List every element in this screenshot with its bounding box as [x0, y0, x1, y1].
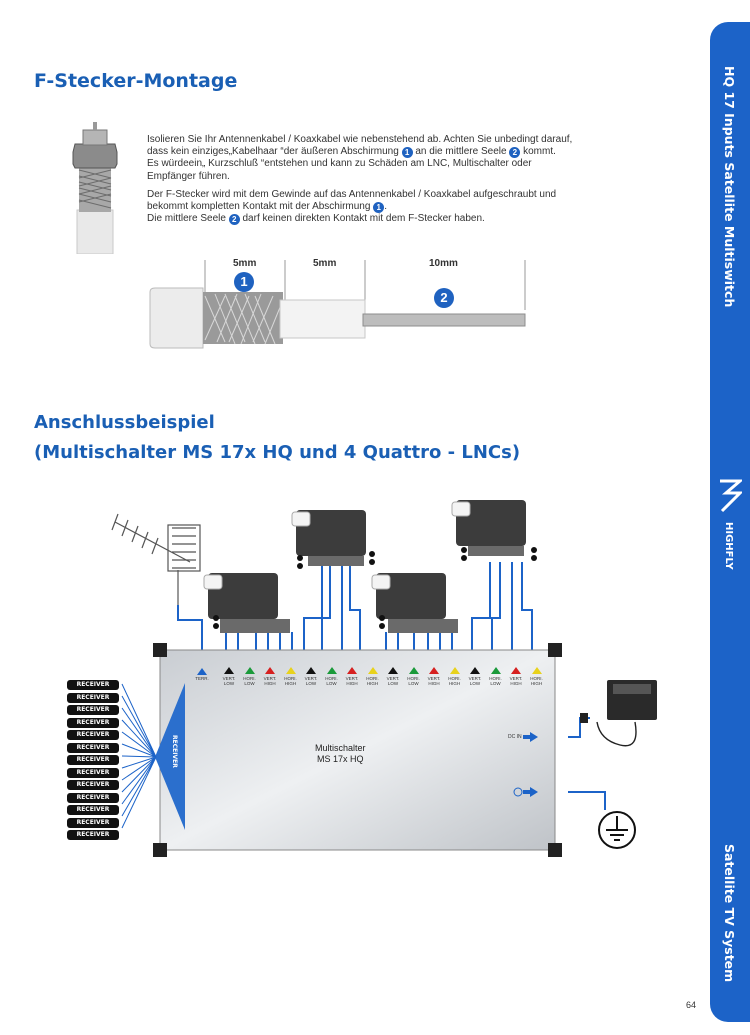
port-label: HORI. HIGH [284, 676, 297, 686]
port-label: VERT. HIGH [263, 676, 277, 686]
port-arrow-icon [327, 667, 337, 674]
period: . [384, 201, 387, 213]
port-label: HORI. LOW [325, 676, 338, 686]
para2-line1: Der F-Stecker wird mit dem Gewinde auf das Antennenkabel / Koaxkabel aufgeschraubt und [147, 188, 557, 200]
port-arrow-icon [491, 667, 501, 674]
port-label: HORI. HIGH [448, 676, 461, 686]
section-title-line1: Anschlussbeispiel [34, 412, 215, 433]
port-label: HORI. LOW [243, 676, 256, 686]
port-arrow-icon [450, 667, 460, 674]
receiver-box: RECEIVER [67, 818, 119, 828]
port-label: HORI. LOW [407, 676, 420, 686]
corner-mount [153, 843, 167, 857]
page-number: 64 [686, 1000, 697, 1010]
para1-line4: Empfänger führen. [147, 170, 230, 182]
port-label: VERT. LOW [468, 676, 482, 686]
para2-line2: bekommt kompletten Kontakt mit der Abschirmung [147, 201, 371, 213]
port-arrow-icon [429, 667, 439, 674]
marker-1-icon: 1 [234, 272, 254, 292]
multiswitch-name-line1: Multischalter [315, 743, 366, 753]
section-title-line2: (Multischalter MS 17x HQ und 4 Quattro - LNCs) [34, 442, 521, 463]
port-label: VERT. LOW [222, 676, 236, 686]
multiswitch-name [315, 743, 366, 765]
terrestrial-antenna-icon [112, 514, 200, 605]
port-arrow-icon [532, 667, 542, 674]
para1-line1: Isolieren Sie Ihr Antennenkabel / Koaxkabel wie nebenstehend ab. Achten Sie unbedingt darauf, [147, 134, 573, 145]
para1-line3: Es würdeein„ Kurzschluß “entstehen und kann zu Schäden am LNC, Multischalter oder [147, 158, 532, 170]
port-arrow-icon [409, 667, 419, 674]
receiver-box: RECEIVER [67, 743, 119, 753]
receiver-box: RECEIVER [67, 718, 119, 728]
port-arrow-icon [347, 667, 357, 674]
port-arrow-icon [511, 667, 521, 674]
port-arrow-icon [286, 667, 296, 674]
corner-mount [153, 643, 167, 657]
section-title [34, 408, 520, 468]
receiver-box: RECEIVER [67, 680, 119, 690]
marker-2-icon: 2 [229, 214, 240, 225]
port-label: VERT. LOW [386, 676, 400, 686]
para2-line3b: darf keinen direkten Kontakt mit dem F-Stecker haben. [242, 213, 485, 225]
corner-mount [548, 643, 562, 657]
ground-symbol-icon [599, 812, 635, 848]
brand-logo-icon [718, 477, 742, 515]
sidebar-band [710, 22, 750, 1022]
port-label: HORI. LOW [489, 676, 502, 686]
terr-label: TERR. [195, 676, 209, 681]
marker-2-icon: 2 [509, 147, 520, 158]
receiver-box: RECEIVER [67, 793, 119, 803]
port-arrow-icon [265, 667, 275, 674]
port-label: VERT. HIGH [509, 676, 523, 686]
receiver-box: RECEIVER [67, 755, 119, 765]
sidebar-bottom-text: Satellite TV System [722, 844, 737, 983]
marker-2-icon: 2 [434, 288, 454, 308]
connection-diagram [60, 500, 670, 870]
receiver-box: RECEIVER [67, 830, 119, 840]
port-arrow-icon [245, 667, 255, 674]
para1-line2a: dass kein einziges„Kabelhaar “der äußeren Abschirmung [147, 146, 399, 158]
receiver-box: RECEIVER [67, 705, 119, 715]
f-connector-image [65, 122, 127, 254]
instruction-text [147, 134, 667, 231]
sidebar-brand: HIGHFLY [723, 522, 734, 570]
page-title: F-Stecker-Montage [34, 70, 238, 92]
marker-1-icon: 1 [402, 147, 413, 158]
port-label: HORI. HIGH [366, 676, 379, 686]
corner-mount [548, 843, 562, 857]
port-label: VERT. HIGH [345, 676, 359, 686]
port-label: VERT. HIGH [427, 676, 441, 686]
dim-label-1: 5mm [233, 258, 257, 269]
marker-1-icon: 1 [373, 202, 384, 213]
receiver-box: RECEIVER [67, 805, 119, 815]
port-arrow-icon [306, 667, 316, 674]
dim-label-2: 5mm [313, 258, 337, 269]
port-arrow-icon [224, 667, 234, 674]
power-supply-icon [580, 680, 657, 746]
para1-line2b: an die mittlere Seele [415, 146, 507, 158]
port-label: HORI. HIGH [530, 676, 543, 686]
para2-line3a: Die mittlere Seele [147, 213, 226, 225]
port-label: VERT. LOW [304, 676, 318, 686]
dc-in-label: DC IN [508, 734, 522, 740]
dim-label-3: 10mm [429, 258, 458, 269]
port-arrow-icon [368, 667, 378, 674]
port-arrow-icon [388, 667, 398, 674]
multiswitch-name-line2: MS 17x HQ [317, 754, 364, 764]
para1-line2c: kommt. [523, 146, 556, 158]
cable-strip-diagram [145, 252, 535, 367]
receiver-side-label: RECEIVER [171, 735, 178, 768]
receiver-box: RECEIVER [67, 693, 119, 703]
sidebar-top-text: HQ 17 Inputs Satellite Multiswitch [722, 66, 737, 308]
receiver-box: RECEIVER [67, 780, 119, 790]
receiver-box: RECEIVER [67, 730, 119, 740]
receiver-box: RECEIVER [67, 768, 119, 778]
port-arrow-icon [470, 667, 480, 674]
